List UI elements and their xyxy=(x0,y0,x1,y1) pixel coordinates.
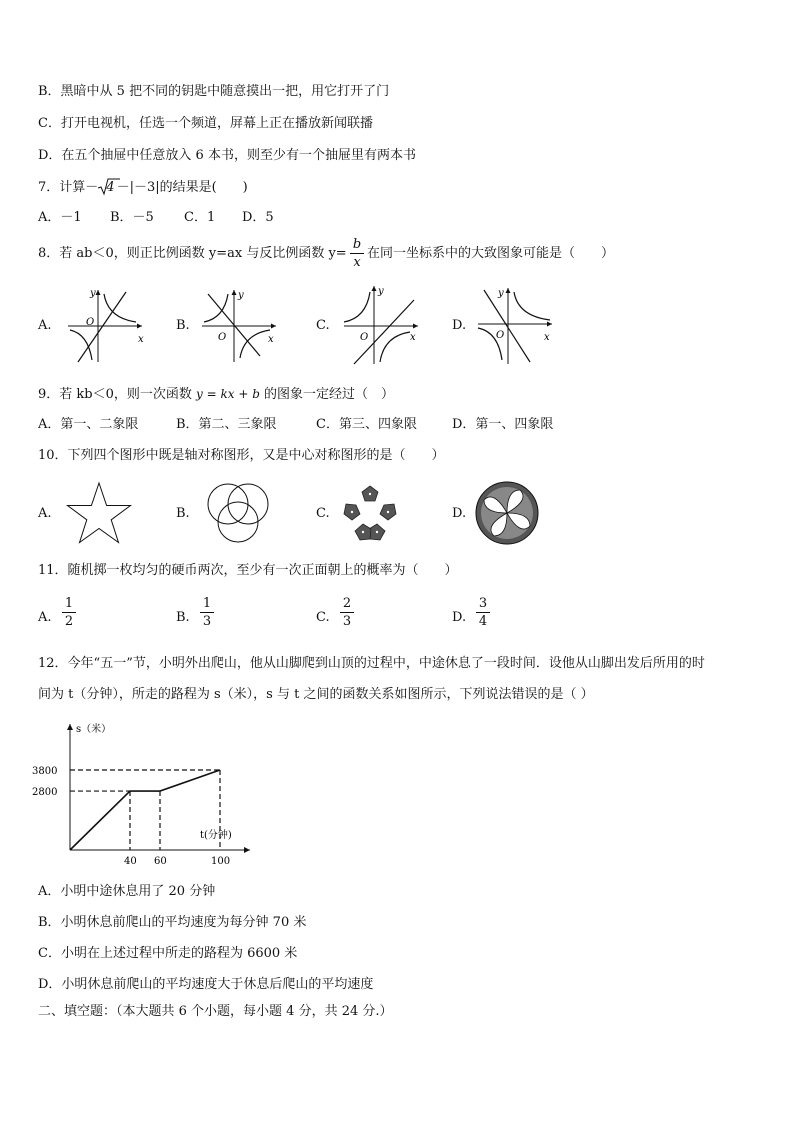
q7-option-a: A．－1 xyxy=(38,210,82,225)
q12-option-b: B．小明休息前爬山的平均速度为每分钟 70 米 xyxy=(38,915,307,930)
q7-option-d: D．5 xyxy=(242,210,274,225)
series-line xyxy=(70,770,220,850)
q8-option-b-label: B. xyxy=(176,318,190,333)
q11-option-d-fraction xyxy=(476,596,490,629)
distance-time-chart xyxy=(30,718,270,868)
q6-option-b: B．黑暗中从 5 把不同的钥匙中随意摸出一把，用它打开了门 xyxy=(38,84,390,99)
q11b-den: 3 xyxy=(202,614,212,629)
y-tick-label: 3800 xyxy=(32,766,58,777)
q7-suffix: －|－3|的结果是( ) xyxy=(116,180,248,195)
q12-option-a: A．小明中途休息用了 20 分钟 xyxy=(38,884,216,899)
q11-option-c-label: C. xyxy=(316,610,330,625)
q11c-den: 3 xyxy=(342,614,352,629)
q8b-x-label: x xyxy=(268,334,274,345)
q9-option-b: B．第二、三象限 xyxy=(176,417,277,432)
q8a-y-label: y xyxy=(90,288,96,299)
q11b-num: 1 xyxy=(202,596,212,611)
q11a-num: 1 xyxy=(64,596,74,611)
q11-stem: 11．随机掷一枚均匀的硬币两次，至少有一次正面朝上的概率为（ ） xyxy=(38,563,458,578)
q11-option-a-fraction xyxy=(62,596,76,629)
q11d-den: 4 xyxy=(478,614,488,629)
q10-stem: 10．下列四个图形中既是轴对称图形，又是中心对称图形的是（ ） xyxy=(38,448,445,463)
q8a-origin-label: O xyxy=(86,317,95,328)
q8-graph-c xyxy=(340,284,420,366)
pentagon-cluster-figure-icon xyxy=(340,484,400,544)
q8-frac-num: b xyxy=(352,237,362,252)
q12-stem-line1: 12．今年“五一”节，小明外出爬山，他从山脚爬到山顶的过程中，中途休息了一段时间．设他从山脚出发后所用的时 xyxy=(38,656,705,671)
q10-option-d-label: D. xyxy=(452,506,467,521)
chart-ticks xyxy=(32,766,230,867)
q8a-x-label: x xyxy=(138,334,144,345)
q8c-y-label: y xyxy=(378,286,384,297)
q7-option-c: C．1 xyxy=(184,210,216,225)
x-axis-arrow-icon xyxy=(244,847,250,853)
q11-option-c-fraction xyxy=(340,596,354,629)
four-petal-circle-figure-icon xyxy=(474,480,540,546)
q6-option-c: C．打开电视机，任选一个频道，屏幕上正在播放新闻联播 xyxy=(38,116,373,131)
three-circles-figure-icon xyxy=(198,480,278,546)
q8b-y-label: y xyxy=(238,290,244,301)
q10-option-a-label: A. xyxy=(38,506,52,521)
q9-prefix: 9．若 kb＜0，则一次函数 xyxy=(38,387,192,402)
star-figure-icon xyxy=(64,480,134,546)
q9-option-d: D．第一、四象限 xyxy=(452,417,554,432)
q7-option-b: B．－5 xyxy=(110,210,154,225)
chart-guides xyxy=(70,770,220,850)
q8-option-d-label: D. xyxy=(452,318,467,333)
q9-suffix: 的图象一定经过（ ） xyxy=(264,387,395,402)
q12-stem-line2: 间为 t（分钟），所走的路程为 s（米），s 与 t 之间的函数关系如图所示，下列说法错误的是（ ） xyxy=(38,687,594,702)
q12-option-d: D．小明休息前爬山的平均速度大于休息后爬山的平均速度 xyxy=(38,977,374,992)
q11-option-b-fraction xyxy=(200,596,214,629)
chart-series xyxy=(70,770,220,850)
q8-stem-suffix: 在同一坐标系中的大致图象可能是（ ） xyxy=(367,246,615,261)
q7-stem xyxy=(38,180,248,196)
q11d-num: 3 xyxy=(478,596,488,611)
q8d-origin-label: O xyxy=(496,330,505,341)
q11-option-b-label: B. xyxy=(176,610,190,625)
q8-fraction xyxy=(350,237,364,270)
q11c-num: 2 xyxy=(342,596,352,611)
q8-graph-b xyxy=(198,288,278,364)
chart-x-axis-label: t(分钟) xyxy=(200,830,232,841)
q8-graph-d xyxy=(474,286,554,366)
q11-option-a-label: A. xyxy=(38,610,52,625)
q9-formula: y = kx + b xyxy=(196,387,260,401)
q8-option-a-label: A. xyxy=(38,318,52,333)
q9-stem xyxy=(38,386,394,403)
q8c-origin-label: O xyxy=(360,332,369,343)
q8d-x-label: x xyxy=(544,332,550,343)
q9-option-a: A．第一、二象限 xyxy=(38,417,139,432)
y-tick-label: 2800 xyxy=(32,787,58,799)
q9-option-c: C．第三、四象限 xyxy=(316,417,417,432)
q11-option-d-label: D. xyxy=(452,610,467,625)
q6-option-d: D．在五个抽屉中任意放入 6 本书，则至少有一个抽屉里有两本书 xyxy=(38,148,416,163)
q8-option-c-label: C. xyxy=(316,318,330,333)
chart-y-axis-label: s（米） xyxy=(76,724,112,735)
x-tick-label: 40 xyxy=(124,856,137,867)
q8-graph-a xyxy=(64,288,144,364)
q8-frac-den: x xyxy=(353,255,361,270)
q11a-den: 2 xyxy=(64,614,74,629)
x-tick-label: 60 xyxy=(154,856,167,867)
x-tick-label: 100 xyxy=(211,856,231,867)
y-axis-arrow-icon xyxy=(67,724,73,730)
q7-radicand: 4 xyxy=(106,180,115,195)
q8c-x-label: x xyxy=(410,332,416,343)
q8b-origin-label: O xyxy=(218,332,227,343)
q12-option-c: C．小明在上述过程中所走的路程为 6600 米 xyxy=(38,946,298,961)
section-2-heading: 二、填空题：（本大题共 6 个小题，每小题 4 分，共 24 分.） xyxy=(38,1004,393,1019)
q7-prefix: 7．计算－ xyxy=(38,180,99,195)
q8-stem-prefix: 8．若 ab＜0，则正比例函数 y=ax 与反比例函数 y= xyxy=(38,246,347,261)
q10-option-c-label: C. xyxy=(316,506,330,521)
q7-sqrt xyxy=(98,180,116,196)
q8d-y-label: y xyxy=(498,288,504,299)
q10-option-b-label: B. xyxy=(176,506,190,521)
